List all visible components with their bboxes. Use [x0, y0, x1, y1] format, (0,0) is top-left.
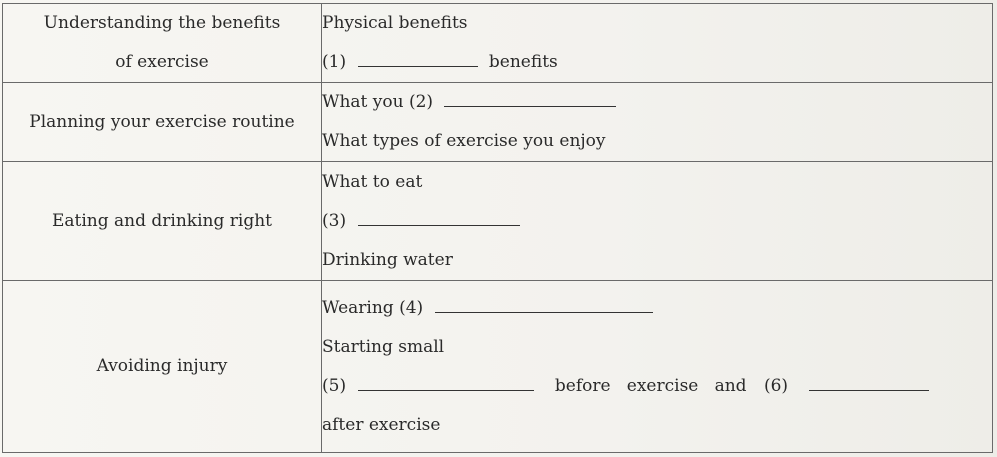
detail-text: Wearing (4)	[322, 297, 424, 318]
detail-line	[322, 406, 992, 445]
detail-text: before exercise and	[554, 375, 747, 396]
detail-text: benefits	[488, 52, 558, 72]
answer-blank-1[interactable]	[358, 44, 478, 67]
detail-cell	[322, 281, 993, 453]
detail-line	[322, 83, 992, 122]
topic-cell-eating	[3, 162, 322, 281]
topic-text: Planning your exercise routine	[29, 111, 295, 132]
detail-text: after exercise	[322, 414, 441, 435]
blank-number: (6)	[763, 375, 789, 396]
topic-cell-benefits	[3, 4, 322, 83]
detail-line	[322, 241, 992, 280]
table-row	[3, 281, 993, 453]
topic-cell-planning	[3, 83, 322, 162]
topic-text: Understanding the benefits	[43, 13, 281, 33]
detail-line	[322, 163, 992, 202]
detail-cell	[322, 4, 993, 83]
answer-blank-2[interactable]	[444, 84, 616, 107]
blank-number: (5)	[322, 375, 347, 396]
detail-line	[322, 4, 992, 43]
detail-text: What you (2)	[322, 92, 434, 112]
detail-line	[322, 122, 992, 161]
detail-line	[322, 202, 992, 241]
detail-text: What types of exercise you enjoy	[322, 131, 606, 151]
answer-blank-5[interactable]	[358, 368, 534, 391]
detail-line	[322, 43, 992, 82]
answer-blank-4[interactable]	[435, 290, 653, 313]
detail-text: Starting small	[322, 336, 445, 357]
table-row	[3, 162, 993, 281]
detail-cell	[322, 162, 993, 281]
detail-text: Physical benefits	[322, 13, 468, 33]
detail-cell	[322, 83, 993, 162]
detail-text: Drinking water	[322, 249, 453, 270]
blank-number: (3)	[322, 210, 347, 231]
table-row	[3, 4, 993, 83]
table-row	[3, 83, 993, 162]
detail-line	[322, 289, 992, 328]
topic-text: Avoiding injury	[96, 356, 228, 376]
topic-cell-injury	[3, 281, 322, 453]
detail-line	[322, 328, 992, 367]
topic-text: Eating and drinking right	[51, 210, 272, 231]
exercise-outline-table	[2, 3, 993, 453]
detail-line	[322, 367, 992, 406]
blank-number: (1)	[322, 52, 347, 72]
topic-text: of exercise	[115, 52, 209, 72]
answer-blank-3[interactable]	[358, 203, 520, 226]
answer-blank-6[interactable]	[809, 368, 929, 391]
detail-text: What to eat	[322, 171, 423, 192]
